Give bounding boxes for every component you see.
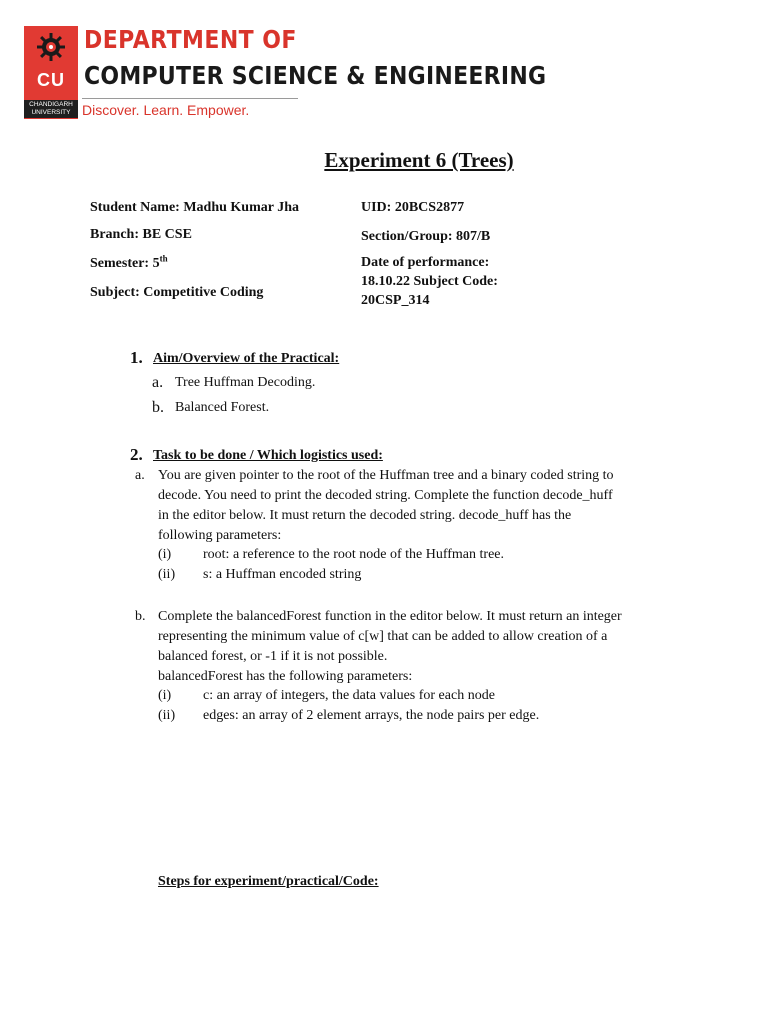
task-b-param: c: an array of integers, the data values for each node xyxy=(203,688,495,703)
tagline: Discover. Learn. Empower. xyxy=(82,102,250,118)
section-2-title: Task to be done / Which logistics used: xyxy=(153,448,383,463)
task-a-paragraph: You are given pointer to the root of the Huffman tree and a binary coded string to decode. You need to print the decoded string. Complete the function decode_huff in the editor below. It must return the decoded string. decode_huff has the following parameters: xyxy=(158,468,614,543)
logo-university-name: CHANDIGARH UNIVERSITY xyxy=(24,100,78,118)
logo-initials: CU xyxy=(37,70,65,90)
section-2-number: 2. xyxy=(130,445,143,464)
header-divider xyxy=(82,98,298,99)
task-a-param: root: a reference to the root node of the Huffman tree. xyxy=(203,547,504,562)
date-of-performance: Date of performance: 18.10.22 Subject Code: 20CSP_314 xyxy=(361,255,498,308)
student-name: Student Name: Madhu Kumar Jha xyxy=(90,200,299,215)
section-1-number: 1. xyxy=(130,348,143,367)
task-a-letter: a. xyxy=(135,468,145,483)
task-a-param: s: a Huffman encoded string xyxy=(203,567,362,582)
semester: Semester: 5th xyxy=(90,253,168,271)
uid: UID: 20BCS2877 xyxy=(361,200,465,215)
section-group: Section/Group: 807/B xyxy=(361,229,491,244)
gear-emblem-icon xyxy=(36,32,66,62)
aim-item-b-letter: b. xyxy=(152,399,164,416)
aim-item-a-letter: a. xyxy=(152,374,164,391)
steps-heading: Steps for experiment/practical/Code: xyxy=(158,874,379,889)
task-b-letter: b. xyxy=(135,609,146,624)
aim-item-b: Balanced Forest. xyxy=(175,400,270,415)
task-b-param-num: (ii) xyxy=(158,708,176,723)
branch: Branch: BE CSE xyxy=(90,227,192,242)
aim-item-a: Tree Huffman Decoding. xyxy=(175,375,316,390)
task-b-paragraph: Complete the balancedForest function in the editor below. It must return an integer representing the minimum value of c[w] that can be added to allow creation of a balanced forest, or -1 if it is not possible. balancedForest has the following parameters: xyxy=(158,609,622,684)
task-a-param-num: (ii) xyxy=(158,567,176,582)
department-line-2: COMPUTER SCIENCE & ENGINEERING xyxy=(84,61,547,90)
task-a-param-num: (i) xyxy=(158,547,172,562)
task-b-param-num: (i) xyxy=(158,688,172,703)
task-b-param: edges: an array of 2 element arrays, the node pairs per edge. xyxy=(203,708,540,723)
page-title: Experiment 6 (Trees) xyxy=(324,148,514,172)
department-line-1: DEPARTMENT OF xyxy=(84,25,297,54)
subject: Subject: Competitive Coding xyxy=(90,285,264,300)
section-1-title: Aim/Overview of the Practical: xyxy=(153,351,340,366)
